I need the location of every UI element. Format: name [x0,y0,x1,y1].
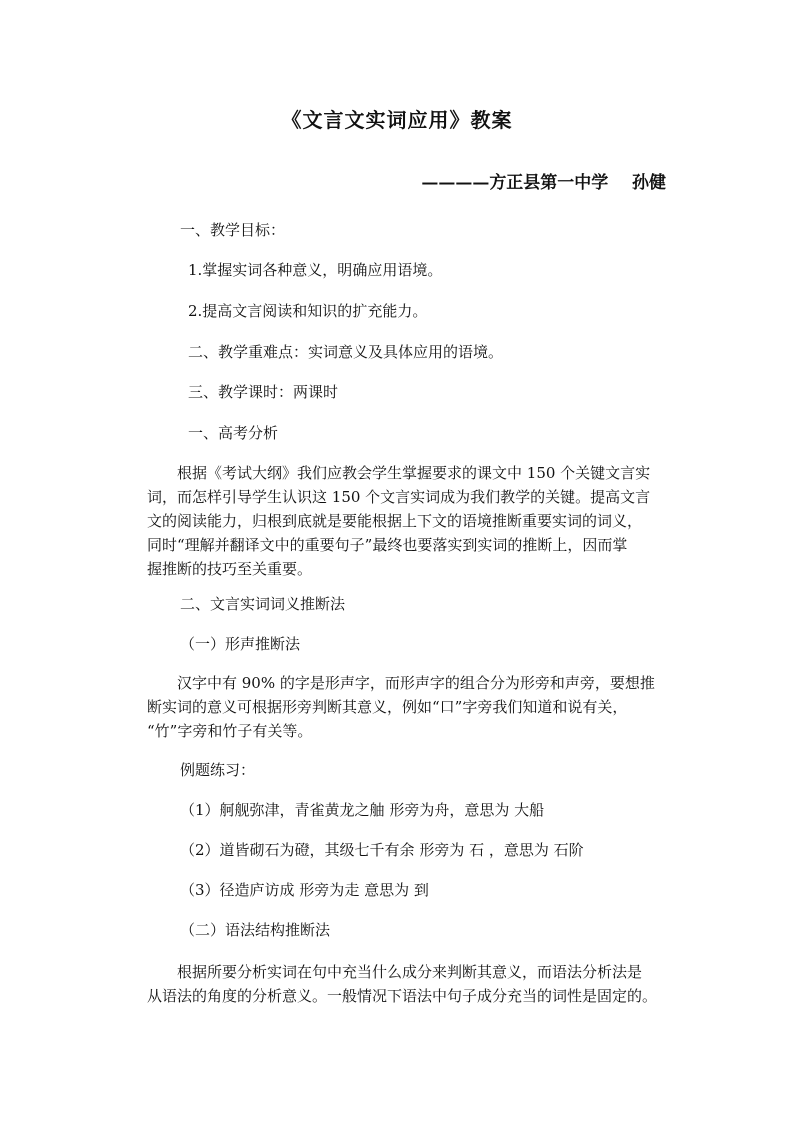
example-item-1: （1）舸舰弥津，青雀黄龙之舳 形旁为舟，意思为 大船 [180,801,545,819]
class-hours-line: 三、教学课时：两课时 [188,383,339,401]
analysis-line: 文的阅读能力，归根到底就是要能根据上下文的语境推断重要实词的词义， [147,512,643,530]
analysis-line: 握推断的技巧至关重要。 [147,560,313,578]
goal-item-1: 1.掌握实词各种意义，明确应用语境。 [188,261,443,279]
method-heading: 二、文言实词词义推断法 [180,595,346,613]
analysis-line: 词，而怎样引导学生认识这 150 个文言实词成为我们教学的关键。提高文言 [147,488,651,506]
difficulty-line: 二、教学重难点：实词意义及具体应用的语境。 [188,343,504,361]
phonetic-paragraph [147,671,687,743]
goals-heading: 一、教学目标： [180,221,286,239]
grammar-line: 从语法的角度的分析意义。一般情况下语法中句子成分充当的词性是固定的。 [147,987,658,1005]
example-item-2: （2）道皆砌石为磴，其级七千有余 形旁为 石 ，意思为 石阶 [180,841,584,859]
example-item-3: （3）径造庐访成 形旁为走 意思为 到 [180,881,429,899]
sub-heading-phonetic: （一）形声推断法 [180,635,301,653]
analysis-line: 同时“理解并翻译文中的重要句子”最终也要落实到实词的推断上，因而掌 [147,536,628,554]
analysis-line: 根据《考试大纲》我们应教会学生掌握要求的课文中 150 个关键文言实 [177,464,651,482]
phonetic-line: “竹”字旁和竹子有关等。 [147,722,313,740]
goal-item-2: 2.提高文言阅读和知识的扩充能力。 [188,302,428,320]
grammar-paragraph [147,960,687,1008]
analysis-heading: 一、高考分析 [188,424,279,442]
grammar-line: 根据所要分析实词在句中充当什么成分来判断其意义，而语法分析法是 [177,963,643,981]
phonetic-line: 汉字中有 90% 的字是形声字，而形声字的组合分为形旁和声旁，要想推 [177,674,655,692]
sub-heading-grammar: （二）语法结构推断法 [180,921,331,939]
phonetic-line: 断实词的意义可根据形旁判断其意义，例如“口”字旁我们知道和说有关， [147,698,628,716]
analysis-paragraph [147,461,687,581]
author-byline: ————方正县第一中学 孙健 [421,173,666,193]
document-title: 《文言文实词应用》教案 [281,108,513,132]
examples-heading: 例题练习： [180,761,256,779]
